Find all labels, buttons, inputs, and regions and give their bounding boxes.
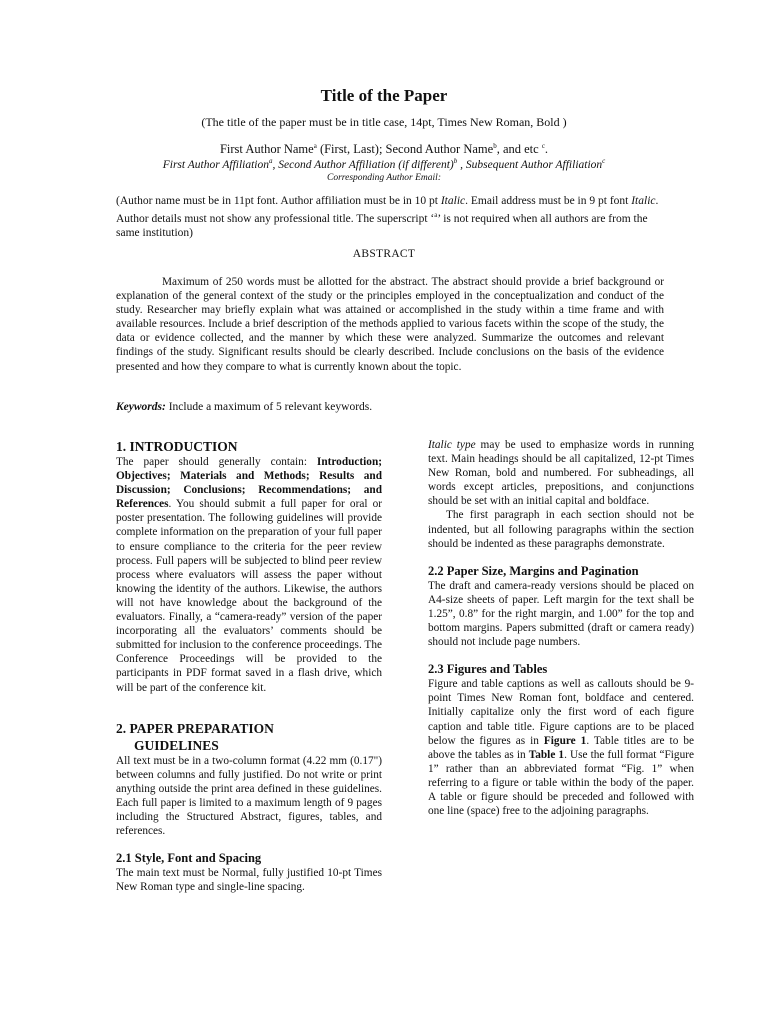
email-line: Corresponding Author Email: [326,173,441,183]
affiliation-line: First Author Affiliation$^a$, Second Author Affiliation (if different)$^b$ , Subsequent Author Affiliation$^c$ [162,157,606,171]
section-introduction-heading: 1. INTRODUCTION [116,439,238,454]
style-indent-paragraph: The first paragraph in each section should not be indented, but all following paragraphs within the section should be indented as these paragraphs demonstrate. [428,509,694,550]
author-line: First Author Name$^a$ (First, Last); Second Author Name$^b$, and etc $^c$. [219,142,549,157]
author-1: First Author Name [219,142,314,157]
style-text-continued: Italic type may be used to emphasize words in running text. Main headings should be all capitalized, 12-pt Times New Roman, bold and numbered. For subheadings, all words except articles, prepositions, and conjunctions should be set with an initial capital and boldface. [428,439,695,508]
section-style-heading: 2.1 Style, Font and Spacing [116,851,262,866]
right-column [428,438,694,818]
section-figures-heading: 2.3 Figures and Tables [428,662,548,677]
author-note: (Author name must be in 11pt font. Author affiliation must be in 10 pt Italic. Email address must be in 9 pt font Italic. Author details must not show any professional title. The superscript ‘$^a$’ is not required when all authors are from the same institution) [116,195,659,239]
left-column [116,438,382,894]
section-preparation-heading: 2. PAPER PREPARATION GUIDELINES [116,720,274,753]
title-note: (The title of the paper must be in title case, 14pt, Times New Roman, Bold ) [201,115,567,129]
figures-text: Figure and table captions as well as callouts should be 9-point Times New Roman font, boldface and centered. Initially capitalize only the first word of each figure caption and table title. Figure captions are to be placed below the figures as in Figure 1. Table titles are to be above the tables as in Table 1. Use the full format “Figure 1” rather than an abbreviated format “Fig. 1” when referring to a figure or table within the body of the paper. A table or figure should be preceded and followed with one line (space) free to the adjoining paragraphs. [428,678,695,818]
keywords-label: Keywords: [116,401,166,413]
section-size-heading: 2.2 Paper Size, Margins and Pagination [428,563,639,578]
abstract-text: Maximum of 250 words must be allotted for the abstract. The abstract should provide a brief background or explanation of the general context of the study or the principles employed in the conceptualization and conduct of the study. Researcher may briefly explain what was attained or accomplished in the study within a time frame and with available resources. Include a brief description of the methods applied to various facets within the scope of the study, the data or evidence collected, and the manner by which these were analyzed. Summarize the outcomes and relevant findings of the study. Significant results should be clearly described. Include conclusions on the basis of the evidence presented and how they compare to what is currently known about the topic. [116,276,664,373]
preparation-text: All text must be in a two-column format (4.22 mm (0.17") between columns and fully justified. Do not write or print anything outside the print area defined in these guidelines. Each full paper is limited to a maximum length of 9 pages including the Structured Abstract, figures, tables, and references. [116,754,382,838]
keywords: Keywords: Include a maximum of 5 relevant keywords. [116,401,373,413]
paper-title: Title of the Paper [320,86,448,105]
size-text: The draft and camera-ready versions should be placed on A4-size sheets of paper. Left margin for the text shall be 1.25”, 0.8” for the right margin, and 1.00” for the top and bottom margins. Papers submitted (draft or camera ready) should not include page numbers. [428,579,694,649]
introduction-text: The paper should generally contain: Introduction; Objectives; Materials and Methods; Results and Discussion; Conclusions; Recommendations; and References. You should submit a full paper for oral or poster presentation. The following guidelines will provide complete information on the preparation of your full paper to ensure compliance to the criteria for the peer review process. Full papers will be subjected to blind peer review process where evaluators will assess the paper without knowing the identity of the authors. Likewise, the authors will not have knowledge about the background of the evaluators. Finally, a “camera-ready” version of the paper incorporating all the evaluators’ comments should be submitted for inclusion to the conference proceedings. The Conference Proceedings will be provided to the participants in PDF format saved in a flash drive, which will be part of the conference kit. [116,456,382,694]
abstract-heading: ABSTRACT [352,248,416,260]
style-text: The main text must be Normal, fully justified 10-pt Times New Roman type and single-line spacing. [116,867,382,894]
